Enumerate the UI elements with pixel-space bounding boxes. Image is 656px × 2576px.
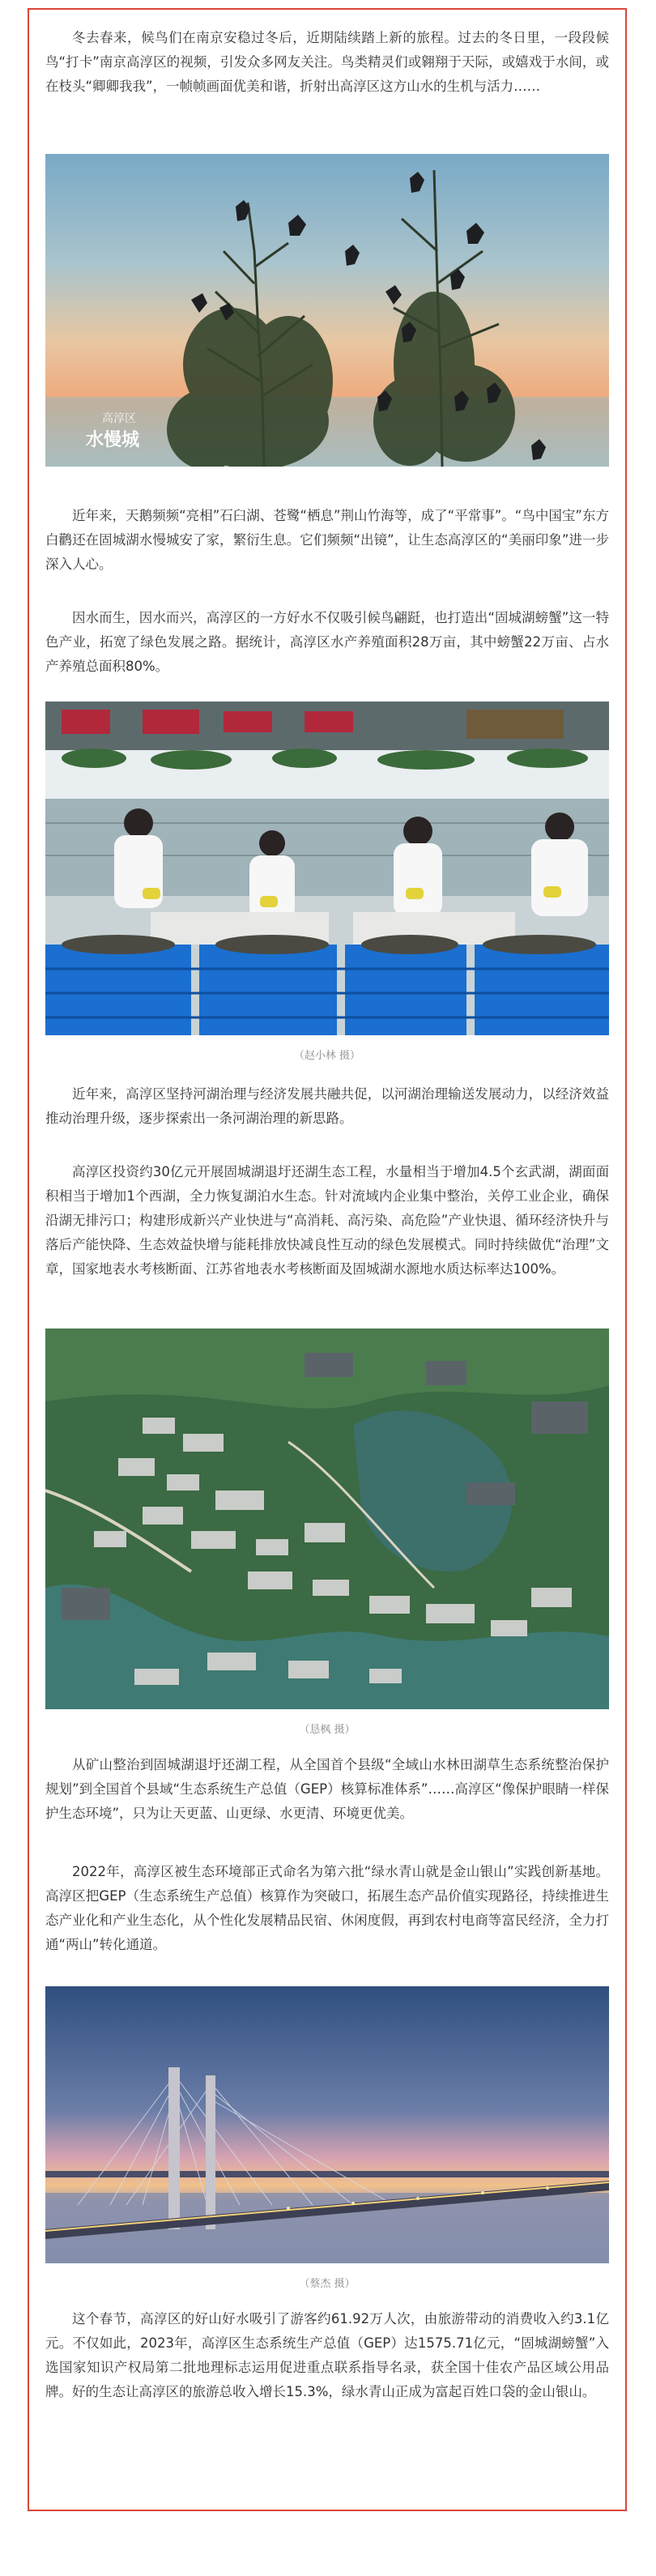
paragraph-text: 这个春节，高淳区的好山好水吸引了游客约61.92万人次，由旅游带动的消费收入约3.1亿元。不仅如此，2023年，高淳区生态系统生产总值（GEP）达1575.71亿元，“固城湖螃蟹”入选国家知识产权局第二批地理标志运用促进重点联系指导名录，获全国十佳农产品区域公用品牌。好的生态让高淳区的旅游总收入增长15.3%，绿水青山正成为富起百姓口袋的金山银山。 (45, 2311, 609, 2399)
paragraph-text: 因水而生，因水而兴，高淳区的一方好水不仅吸引候鸟翩跹，也打造出“固城湖螃蟹”这一特色产业，拓宽了绿色发展之路。据统计，高淳区水产养殖面积28万亩，其中螃蟹22万亩、占水产养殖总面积80%。 (45, 610, 609, 674)
article-paragraph-innovation-base (45, 1860, 609, 1957)
crab-workers-image (45, 702, 609, 1035)
article-paragraph-intro (45, 26, 609, 99)
bridge-sunset-image (45, 1986, 609, 2263)
article-paragraph-ecology-protection (45, 1753, 609, 1826)
paragraph-text: 从矿山整治到固城湖退圩还湖工程，从全国首个县级“全域山水林田湖草生态系统整治保护规划”到全国首个县域“生态系统生产总值（GEP）核算标准体系”……高淳区“像保护眼睛一样保护生态环境”，只为让天更蓝、山更绿、水更清、环境更优美。 (45, 1757, 609, 1821)
caption-aerial-photo: （恳枫 摄） (299, 1724, 356, 1736)
paragraph-text: 2022年，高淳区被生态环境部正式命名为第六批“绿水青山就是金山银山”实践创新基地。高淳区把GEP（生态系统生产总值）核算作为突破口，拓展生态产品价值实现路径，持续推进生态产业化和产业生态化，从个性化发展精品民宿、休闲度假，再到农村电商等富民经济，全力打通“两山”转化通道。 (45, 1864, 609, 1952)
article-paragraph-crab-industry (45, 606, 609, 679)
crab-sorting-photo (45, 702, 609, 1035)
article-paragraph-birds (45, 504, 609, 577)
article-paragraph-river-governance (45, 1082, 609, 1131)
watermark-title: 水慢城 (86, 430, 140, 450)
caption-crab-photo: （赵小林 摄） (293, 1050, 361, 1062)
watermark-district: 高淳区 (102, 412, 136, 425)
article-paragraph-tourism (45, 2307, 609, 2404)
aerial-town-image (45, 1329, 609, 1709)
paragraph-text: 冬去春来，候鸟们在南京安稳过冬后，近期陆续踏上新的旅程。过去的冬日里，一段段候鸟“打卡”南京高淳区的视频，引发众多网友关注。鸟类精灵们或翱翔于天际，或嬉戏于水间，或在枝头“卿卿我我”，一帧帧画面优美和谐，折射出高淳区这方山水的生机与活力…… (45, 30, 609, 94)
paragraph-text: 近年来，高淳区坚持河湖治理与经济发展共融共促，以河湖治理输送发展动力，以经济效益推动治理升级，逐步探索出一条河湖治理的新思路。 (45, 1086, 609, 1126)
article-paragraph-lake-project (45, 1160, 609, 1282)
aerial-view-photo (45, 1329, 609, 1709)
caption-bridge-photo: （蔡杰 摄） (299, 2278, 356, 2290)
paragraph-text: 近年来，天鹅频频“亮相”石臼湖、苍鹭“栖息”荆山竹海等，成了“平常事”。“鸟中国宝”东方白鹳还在固城湖水慢城安了家，繁衍生息。它们频频“出镜”，让生态高淳区的“美丽印象”进一步深入人心。 (45, 508, 609, 572)
bridge-photo (45, 1986, 609, 2263)
paragraph-text: 高淳区投资约30亿元开展固城湖退圩还湖生态工程，水量相当于增加4.5个玄武湖，湖面面积相当于增加1个西湖，全力恢复湖泊水生态。针对流域内企业集中整治，关停工业企业，确保沿湖无排污口；构建形成新兴产业快进与“高消耗、高污染、高危险”产业快退、循环经济快升与落后产能快降、生态效益快增与能耗排放快减良性互动的绿色发展模式。同时持续做优“治理”文章，国家地表水考核断面、江苏省地表水考核断面及固城湖水源地水质达标率达100%。 (45, 1164, 609, 1277)
birds-photo (45, 154, 609, 467)
